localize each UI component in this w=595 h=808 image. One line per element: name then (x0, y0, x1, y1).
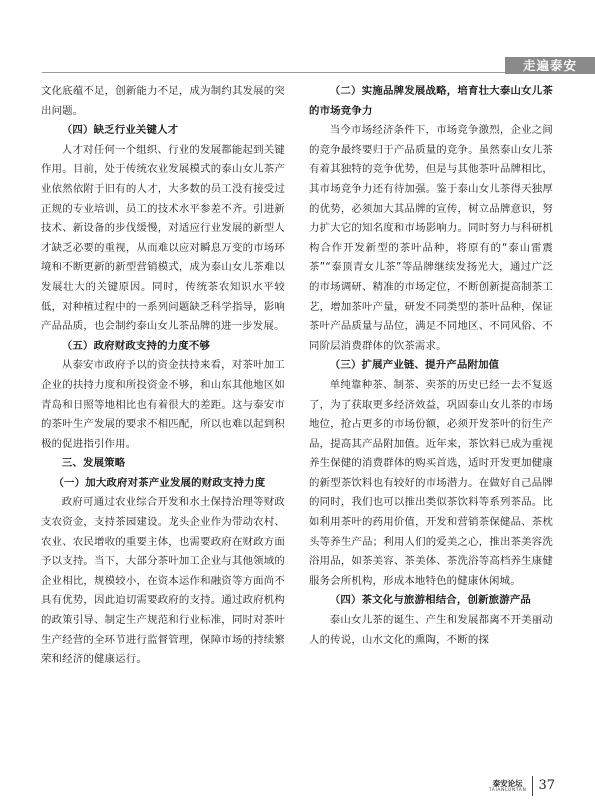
magazine-name: 泰安论坛 (492, 778, 523, 788)
section-heading: （四）茶文化与旅游相结合，创新旅游产品 (329, 594, 532, 607)
section-heading: （四）缺乏行业关键人才 (61, 124, 179, 137)
section-heading: （五）政府财政支持的力度不够 (61, 339, 211, 352)
section-heading: 三、发展策略 (61, 457, 126, 470)
body-paragraph: 泰山女儿茶的诞生、产生和发展都离不开美丽动人的传说，山水文化的熏陶，不断的探 (309, 614, 553, 646)
section-tag: 走遍泰安 (505, 57, 595, 74)
section-heading: （三）扩展产业链、提升产品附加值 (329, 359, 500, 372)
magazine-brand (489, 779, 527, 794)
page-number: 37 (538, 778, 555, 793)
section-heading: （一）加大政府对茶产业发展的财政支持力度 (53, 476, 266, 489)
body-paragraph: 当今市场经济条件下，市场竞争激烈，企业之间的竞争最终要归于产品质量的竞争。虽然泰山女儿茶有着其独特的竞争优势，但是与其他茶叶品牌相比，其市场竞争力还有待加强。鉴于泰山女儿茶得天独厚的优势，必须加大其品牌的宣传，树立品牌意识，努力扩大它的知名度和市场影响力。同时努力与科研机构合作开发新型的茶叶品种，将原有的“泰山雷震茶”“泰顶青女儿茶”等品牌继续发扬光大，通过广泛的市场调研、精准的市场定位，不断创新提高制茶工艺，增加茶叶产量，研发不同类型的茶叶品种，保证茶叶产品质量与品位，满足不同地区、不同风俗、不同阶层消费群体的饮茶需求。 (309, 124, 553, 352)
right-column (309, 82, 553, 650)
body-paragraph: 政府可通过农业综合开发和水土保持治理等财政支农资金，支持茶园建设。龙头企业作为带动农村、农业、农民增收的重要主体，也需要政府在财政方面予以支持。当下，大部分茶叶加工企业与其他领域的企业相比，规模较小，在资本运作和融资等方面尚不具有优势，因此迫切需要政府的支持。通过政府机构的政策引导、制定生产规范和行业标准，同时对茶叶生产经营的全环节进行监督管理，保障市场的持续繁荣和经济的健康运行。 (41, 496, 285, 666)
page-footer (489, 775, 555, 797)
body-paragraph: 人才对任何一个组织、行业的发展都能起到关键作用。目前，处于传统农业发展模式的泰山女儿茶产业依然依附于旧有的人才，大多数的员工没有接受过正规的专业培训，员工的技术水平参差不齐。引进新技术、新设备的步伐缓慢，对适应行业发展的新型人才缺乏必要的重视，从而难以应对瞬息万变的市场环境和不断更新的新型营销模式，成为泰山女儿茶难以发展壮大的关键原因。同时，传统茶农知识水平较低，对种植过程中的一系列问题缺乏科学指导，影响产品品质，也会制约泰山女儿茶品牌的进一步发展。 (41, 143, 285, 333)
body-paragraph: 从泰安市政府予以的资金扶持来看，对茶叶加工企业的扶持力度和所投资金不够，和山东其他地区如青岛和日照等地相比也有着很大的差距。这与泰安市的茶叶生产发展的要求不相匹配，所以也难以起到积极的促进指引作用。 (41, 359, 285, 450)
magazine-pinyin: TAIANLUNTAN (488, 787, 527, 793)
left-column (41, 82, 285, 670)
body-paragraph: 单纯靠种茶、制茶、卖茶的历史已经一去不复返了，为了获取更多经济效益，巩固泰山女儿茶的市场地位，抢占更多的市场份额，必须开发茶叶的衍生产品，提高其产品附加值。近年来，茶饮料已成为重视养生保健的消费群体的购买首选，适时开发更加健康的新型茶饮料也有较好的市场潜力。在做好自己品牌的同时，我们也可以推出类似茶饮料等系列茶品。比如利用茶叶的药用价值，开发和营销茶保健品、茶枕头等养生产品；利用人们的爱美之心，推出茶美容洗浴用品，如茶美容、茶美体、茶洗浴等高档养生康健服务会所机构，形成本地特色的健康休闲城。 (309, 378, 553, 587)
footer-divider (532, 776, 533, 796)
section-heading: （二）实施品牌发展战略，培育壮大泰山女儿茶的市场竞争力 (309, 85, 553, 117)
body-paragraph: 文化底蕴不足，创新能力不足，成为制约其发展的突出问题。 (41, 85, 285, 117)
